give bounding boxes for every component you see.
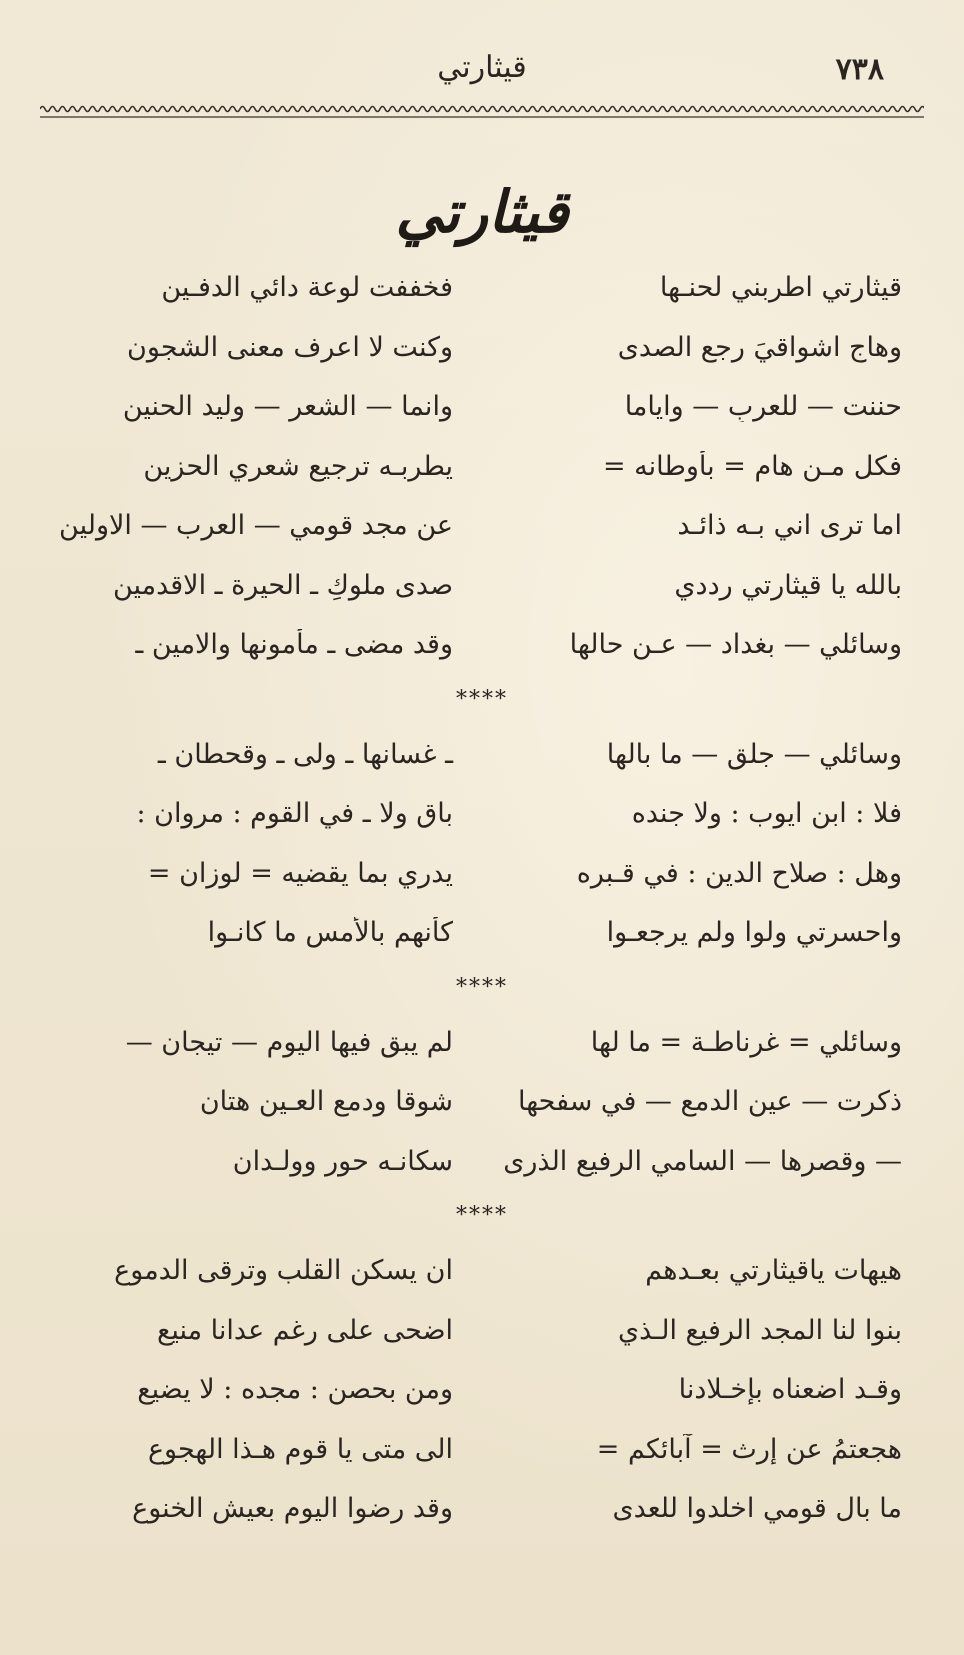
verse-line [38,496,926,556]
verse-second-hemistich: صدى ملوكِ ـ الحيرة ـ الاقدمين [112,569,453,601]
verse-first-hemistich: وسائلي = غرناطـة = ما لها [590,1026,902,1058]
wavy-divider-rule [40,100,924,122]
verse-line [38,318,926,378]
verse-line [38,258,926,318]
verse-second-hemistich: وانما — الشعر — وليد الحنين [122,391,453,423]
stanza [38,725,926,963]
verse-second-hemistich: وقد مضى ـ مأمونها والامين ـ [135,629,453,661]
verse-first-hemistich: قيثارتي اطربني لحنـها [659,272,902,304]
verse-line [38,377,926,437]
verse-first-hemistich: ذكرت — عين الدمع — في سفحها [517,1086,902,1118]
verse-first-hemistich: وقـد اضعناه بإخـلادنا [678,1374,902,1406]
verse-line [38,844,926,904]
verse-first-hemistich: وهاج اشواقيَ رجع الصدى [617,331,902,363]
verse-first-hemistich: وهل : صلاح الدين : في قـبره [576,857,902,889]
verse-line [38,903,926,963]
verse-second-hemistich: باق ولا ـ في القوم : مروان : [136,798,453,830]
verse-line [38,1241,926,1301]
verse-line [38,437,926,497]
verse-second-hemistich: عن مجد قومي — العرب — الاولين [59,510,453,542]
verse-second-hemistich: الى متى يا قوم هـذا الهجوع [147,1433,453,1465]
verse-second-hemistich: ومن بحصن : مجده : لا يضيع [137,1374,453,1406]
verse-second-hemistich: وقد رضوا اليوم بعيش الخنوع [132,1493,453,1525]
verse-line [38,725,926,785]
stanza [38,1241,926,1539]
verse-first-hemistich: وسائلي — بغداد — عـن حالها [569,629,902,661]
verse-line [38,556,926,616]
verse-second-hemistich: يدري بما يقضيه = لوزان = [147,857,453,889]
verse-first-hemistich: بنوا لنا المجد الرفيع الـذي [618,1314,902,1346]
verse-second-hemistich: سكانـه حور وولـدان [232,1145,453,1177]
verse-second-hemistich: كأنهم بالأمس ما كانـوا [207,917,453,949]
verse-first-hemistich: هجعتمُ عن إرث = آبائكم = [596,1433,902,1465]
verse-first-hemistich: واحسرتي ولوا ولم يرجعـوا [606,917,902,949]
verse-first-hemistich: ما بال قومي اخلدوا للعدى [612,1493,902,1525]
verse-second-hemistich: ـ غسانها ـ ولى ـ وقحطان ـ [157,738,453,770]
verse-first-hemistich: هيهات ياقيثارتي بعـدهم [645,1255,902,1287]
verse-line [38,1013,926,1073]
poem-body [38,258,926,1539]
verse-second-hemistich: لم يبق فيها اليوم — تيجان — [125,1026,453,1058]
verse-second-hemistich: وكنت لا اعرف معنى الشجون [127,331,453,363]
verse-first-hemistich: بالله يا قيثارتي رددي [674,569,902,601]
stanza-separator: **** [456,974,508,1000]
page-number: ٧٣٨ [835,52,884,87]
verse-line [38,784,926,844]
verse-second-hemistich: اضحى على رغم عدانا منيع [156,1314,453,1346]
verse-first-hemistich: وسائلي — جلق — ما بالها [606,738,902,770]
verse-first-hemistich: فلا : ابن ايوب : ولا جنده [631,798,902,830]
verse-line [38,1072,926,1132]
verse-first-hemistich: — وقصرها — السامي الرفيع الذرى [503,1145,902,1177]
verse-first-hemistich: حننت — للعربِ — واياما [624,391,902,423]
poem-title: قيثارتي [395,178,569,246]
verse-line [38,1132,926,1192]
stanza [38,1013,926,1192]
verse-first-hemistich: فكل مـن هام = بأوطانه = [602,450,902,482]
verse-line [38,1420,926,1480]
verse-second-hemistich: يطربـه ترجيع شعري الحزين [143,450,453,482]
verse-second-hemistich: ان يسكن القلب وترقى الدموع [114,1255,453,1287]
verse-line [38,615,926,675]
verse-line [38,1360,926,1420]
verse-second-hemistich: فخففت لوعة دائي الدفـين [161,272,453,304]
stanza [38,258,926,675]
verse-first-hemistich: اما ترى اني بـه ذائـد [677,510,902,542]
stanza-separator: **** [456,686,508,712]
verse-second-hemistich: شوقا ودمع العـين هتان [199,1086,453,1118]
stanza-separator: **** [456,1203,508,1228]
page-header [40,48,924,98]
verse-line [38,1479,926,1539]
verse-line [38,1301,926,1361]
running-title: قيثارتي [437,50,527,85]
